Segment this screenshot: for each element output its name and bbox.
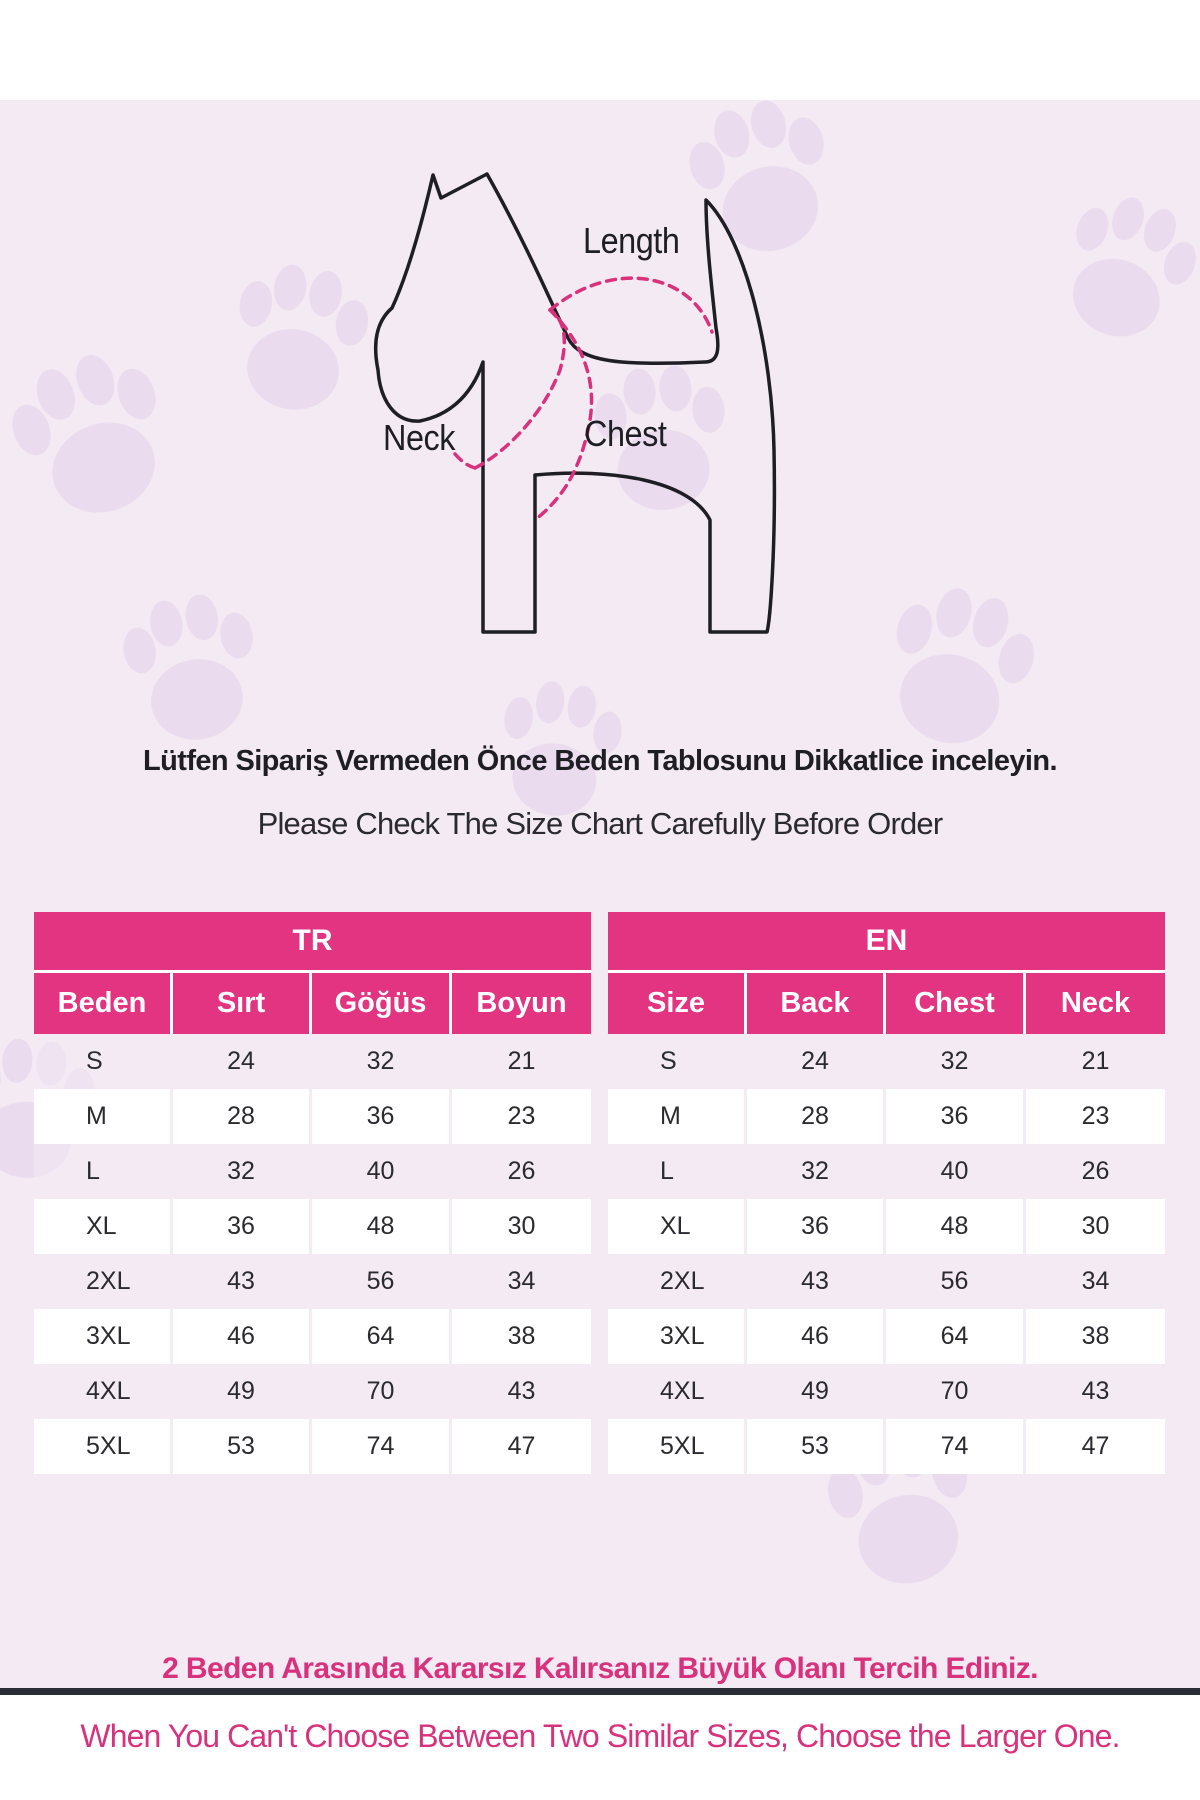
table-cell: 24	[747, 1034, 886, 1089]
table-cell: 36	[173, 1199, 312, 1254]
table-row	[34, 1199, 591, 1254]
size-table-tr	[34, 912, 591, 1474]
table-cell: 53	[173, 1419, 312, 1474]
table-cell: 26	[452, 1144, 591, 1199]
instruction-heading-english: Please Check The Size Chart Carefully Before Order	[257, 806, 943, 841]
table-cell: 43	[1026, 1364, 1165, 1419]
table-cell: 56	[312, 1254, 452, 1309]
table-cell: 30	[452, 1199, 591, 1254]
table-cell: 46	[747, 1309, 886, 1364]
table-cell: 36	[312, 1089, 452, 1144]
table-cell: 43	[452, 1364, 591, 1419]
table-cell: 43	[747, 1254, 886, 1309]
table-cell: 47	[1026, 1419, 1165, 1474]
table-cell: 23	[1026, 1089, 1165, 1144]
size-advice-turkish: 2 Beden Arasında Kararsız Kalırsanız Büyük Olanı Tercih Ediniz.	[162, 1652, 1038, 1685]
table-cell: 34	[452, 1254, 591, 1309]
column-header: Boyun	[452, 973, 591, 1034]
table-cell: S	[34, 1034, 173, 1089]
size-table-en	[608, 912, 1165, 1474]
table-cell: 32	[886, 1034, 1026, 1089]
table-cell: 30	[1026, 1199, 1165, 1254]
table-title-en: EN	[608, 912, 1165, 973]
table-cell: 34	[1026, 1254, 1165, 1309]
table-cell: 5XL	[34, 1419, 173, 1474]
table-cell: 3XL	[34, 1309, 173, 1364]
table-cell: 21	[1026, 1034, 1165, 1089]
table-cell: 48	[886, 1199, 1026, 1254]
table-cell: 28	[173, 1089, 312, 1144]
table-row	[608, 1144, 1165, 1199]
table-cell: 47	[452, 1419, 591, 1474]
neck-measure-tick	[455, 454, 475, 468]
bottom-divider	[0, 1688, 1200, 1695]
table-row	[608, 1199, 1165, 1254]
table-cell: 21	[452, 1034, 591, 1089]
table-cell: M	[608, 1089, 747, 1144]
table-row	[34, 1034, 591, 1089]
table-row	[608, 1364, 1165, 1419]
table-cell: 46	[173, 1309, 312, 1364]
table-cell: 24	[173, 1034, 312, 1089]
table-cell: 40	[312, 1144, 452, 1199]
table-row	[608, 1254, 1165, 1309]
table-cell: 49	[173, 1364, 312, 1419]
table-cell: L	[34, 1144, 173, 1199]
table-cell: 53	[747, 1419, 886, 1474]
table-cell: 28	[747, 1089, 886, 1144]
table-cell: 64	[312, 1309, 452, 1364]
table-cell: XL	[34, 1199, 173, 1254]
table-cell: M	[34, 1089, 173, 1144]
table-cell: 56	[886, 1254, 1026, 1309]
size-advice-english: When You Can't Choose Between Two Similar Sizes, Choose the Larger One.	[80, 1718, 1120, 1754]
table-cell: 32	[173, 1144, 312, 1199]
length-label: Length	[583, 220, 680, 261]
table-row	[608, 1419, 1165, 1474]
table-cell: 49	[747, 1364, 886, 1419]
table-cell: 74	[886, 1419, 1026, 1474]
table-cell: 48	[312, 1199, 452, 1254]
column-header: Sırt	[173, 973, 312, 1034]
table-cell: 70	[886, 1364, 1026, 1419]
table-cell: 2XL	[608, 1254, 747, 1309]
table-cell: L	[608, 1144, 747, 1199]
column-header: Size	[608, 973, 747, 1034]
table-cell: 3XL	[608, 1309, 747, 1364]
table-cell: 38	[452, 1309, 591, 1364]
table-cell: 64	[886, 1309, 1026, 1364]
table-cell: 40	[886, 1144, 1026, 1199]
neck-label: Neck	[383, 417, 456, 458]
table-cell: 4XL	[34, 1364, 173, 1419]
length-measure-line	[550, 278, 712, 332]
column-header: Neck	[1026, 973, 1165, 1034]
chest-label: Chest	[584, 413, 667, 454]
column-header: Beden	[34, 973, 173, 1034]
table-row	[34, 1419, 591, 1474]
table-cell: 2XL	[34, 1254, 173, 1309]
table-cell: 32	[747, 1144, 886, 1199]
table-cell: 36	[886, 1089, 1026, 1144]
table-row	[34, 1144, 591, 1199]
size-chart-panel	[0, 100, 1200, 1754]
table-row	[34, 1254, 591, 1309]
column-header: Chest	[886, 973, 1026, 1034]
column-header: Göğüs	[312, 973, 452, 1034]
table-cell: S	[608, 1034, 747, 1089]
table-cell: 70	[312, 1364, 452, 1419]
instruction-heading-turkish: Lütfen Sipariş Vermeden Önce Beden Tablosunu Dikkatlice inceleyin.	[143, 745, 1057, 777]
neck-measure-line	[475, 310, 564, 468]
table-row	[608, 1034, 1165, 1089]
table-row	[34, 1364, 591, 1419]
table-cell: 23	[452, 1089, 591, 1144]
table-cell: XL	[608, 1199, 747, 1254]
table-row	[608, 1309, 1165, 1364]
table-row	[34, 1089, 591, 1144]
table-cell: 4XL	[608, 1364, 747, 1419]
table-cell: 5XL	[608, 1419, 747, 1474]
column-header: Back	[747, 973, 886, 1034]
dog-outline-icon	[376, 174, 775, 632]
table-cell: 26	[1026, 1144, 1165, 1199]
table-cell: 43	[173, 1254, 312, 1309]
table-cell: 74	[312, 1419, 452, 1474]
table-row	[34, 1309, 591, 1364]
table-cell: 36	[747, 1199, 886, 1254]
table-title-tr: TR	[34, 912, 591, 973]
table-cell: 38	[1026, 1309, 1165, 1364]
table-cell: 32	[312, 1034, 452, 1089]
table-row	[608, 1089, 1165, 1144]
